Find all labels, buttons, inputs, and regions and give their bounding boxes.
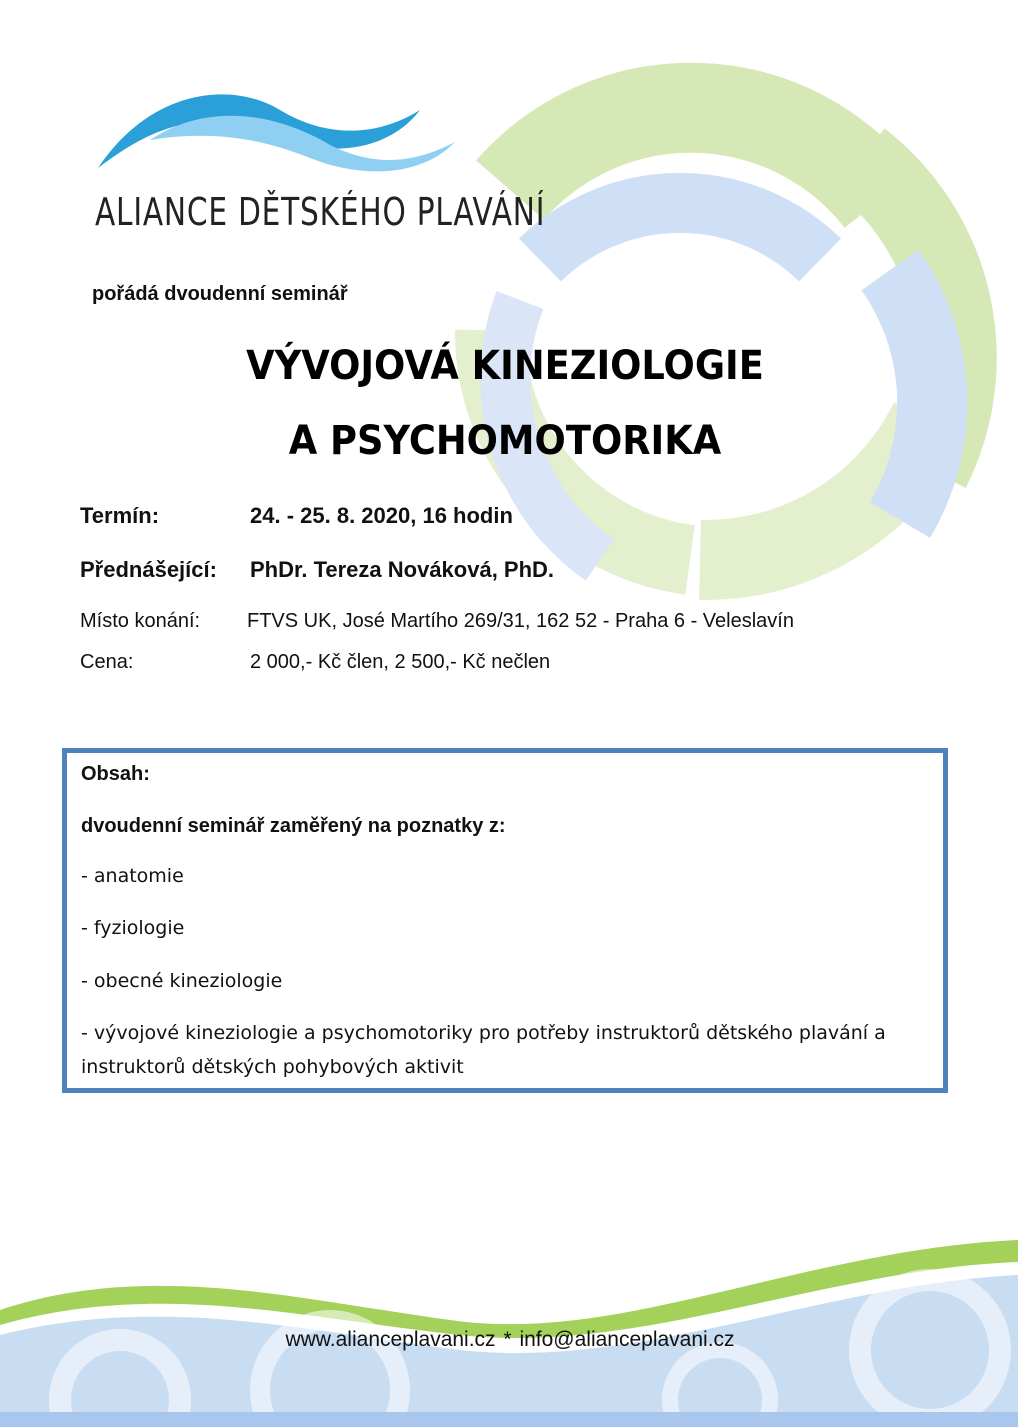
price-value: 2 000,- Kč člen, 2 500,- Kč nečlen	[250, 651, 551, 673]
email-link[interactable]: info@alianceplavani.cz	[519, 1328, 735, 1351]
footer-separator: *	[503, 1328, 512, 1351]
lecturer-label: Přednášející:	[80, 557, 217, 582]
lecturer-value: PhDr. Tereza Nováková, PhD.	[250, 557, 555, 582]
content-heading: Obsah:	[81, 763, 150, 785]
term-label: Termín:	[80, 503, 160, 528]
place-label: Místo konání:	[80, 610, 201, 632]
title-line-1: VÝVOJOVÁ KINEZIOLOGIE	[246, 343, 764, 389]
content-box	[62, 748, 948, 1093]
title-line-2: A PSYCHOMOTORIKA	[288, 418, 722, 464]
place-value: FTVS UK, José Martího 269/31, 162 52 - Praha 6 - Veleslavín	[247, 610, 794, 632]
list-item: instruktorů dětských pohybových aktivit	[81, 1056, 464, 1078]
list-item: - obecné kineziologie	[81, 970, 283, 992]
footer-contact	[0, 1328, 1018, 1352]
logo-name: ALIANCE DĚTSKÉHO PLAVÁNÍ	[95, 190, 546, 234]
list-item: - vývojové kineziologie a psychomotoriky pro potřeby instruktorů dětského plavání a	[81, 1022, 886, 1044]
logo-wave-icon	[90, 80, 460, 180]
content-subheading: dvoudenní seminář zaměřený na poznatky z:	[81, 815, 506, 837]
price-label: Cena:	[80, 651, 134, 673]
list-item: - anatomie	[81, 865, 184, 887]
website-link[interactable]: www.alianceplavani.cz	[285, 1328, 496, 1351]
intro-text: pořádá dvoudenní seminář	[92, 283, 348, 305]
list-item: - fyziologie	[81, 917, 185, 939]
term-value: 24. - 25. 8. 2020, 16 hodin	[250, 503, 513, 528]
